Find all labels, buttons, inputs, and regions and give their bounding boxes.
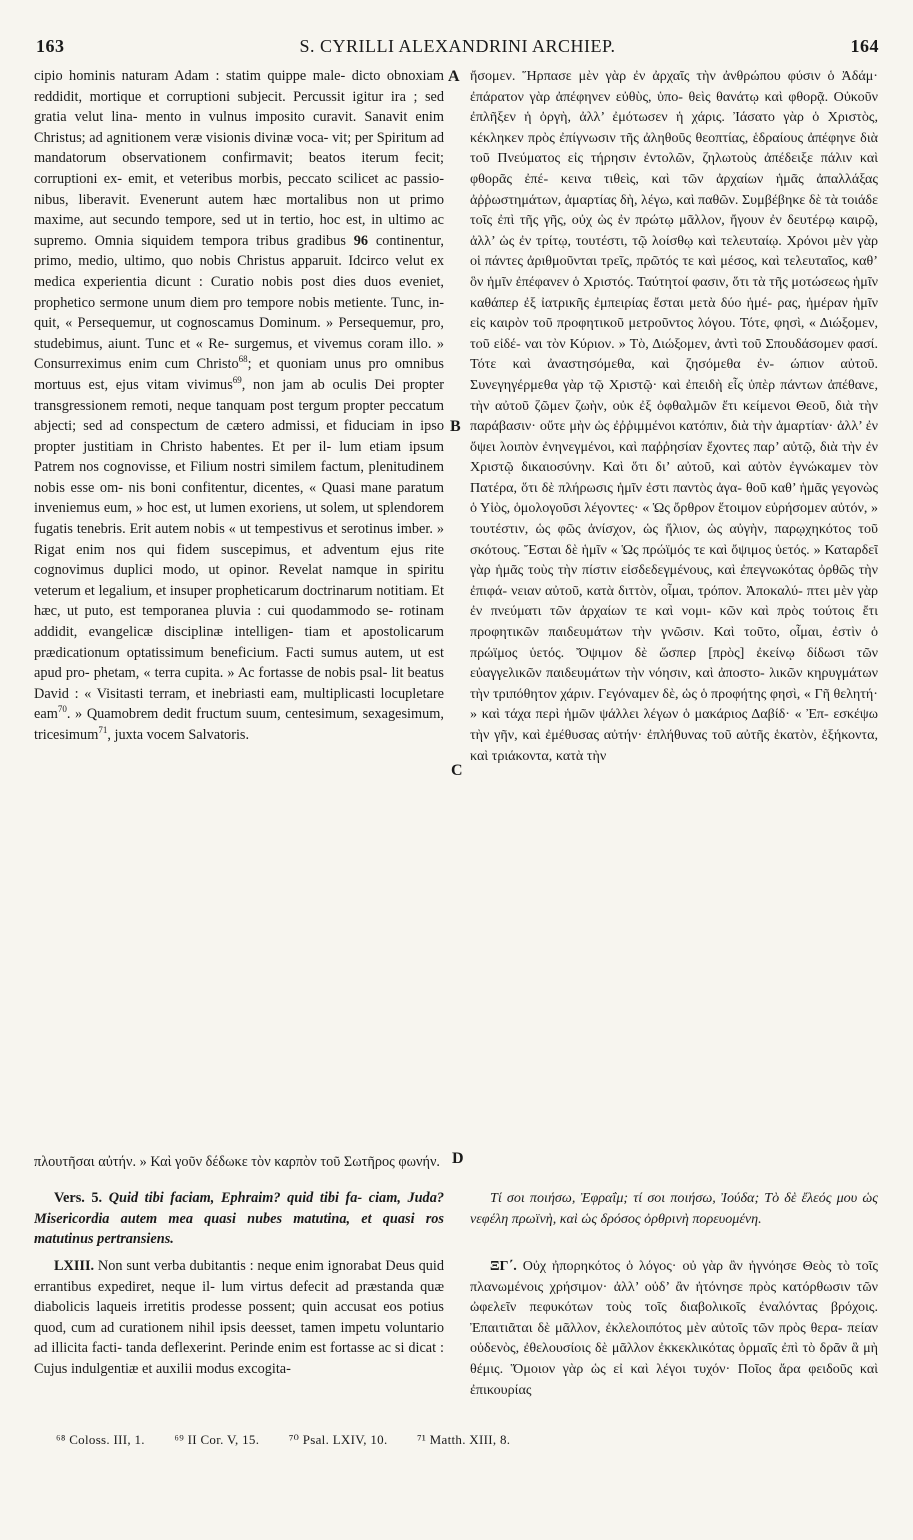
greek-overflow-block (34, 1152, 444, 1173)
margin-marker-b: B (450, 418, 461, 435)
page-number-right: 164 (850, 36, 879, 56)
page-number-left: 163 (36, 36, 65, 56)
footnotes (56, 1432, 879, 1448)
greek-paragraph: ἤσομεν. Ἥρπασε μὲν γὰρ ἐν ἀρχαῖς τὴν ἀνθρώπου φύσιν ὁ Ἀδάμ· ἐπάρατον γὰρ ἀπέφηνεν εὐθὺς, ὑπο- θεὶς θανάτῳ καὶ φθορᾷ. Οὐκοῦν ἐπλῆξεν ἡ ὀργὴ, ἀλλ’ ἐμότωσεν ἡ χάρις. Ἰάσατο γὰρ ὁ Χριστὸς, κέκληκεν πρὸς ἐπίγνωσιν τῆς ἀληθοῦς θεοπτίας, ἑδραίους ἀπέφηνε διὰ τοῦ Πνεύματος εἰς τήρησιν ἐντολῶν, ζηλωτοὺς ἀπέδειξε πάλιν καὶ φθορᾶς ἐπέ- κεινα τιθεὶς, καὶ τῶν ἀρχαίων ἡμᾶς ἀπαλλάξας ἀῤῥωστημάτων, ἁμαρτίας δὴ, λέγω, καὶ παθῶν. Συμβέβηκε δὲ τὰ τοιάδε τοῖς ἐπὶ τῆς γῆς, οὐχ ὡς ἐν πρώτῳ μᾶλλον, ἤγουν ἐν δευτέρῳ καιρῷ, ἀλλ’ ὡς ἐν τρίτῳ, τουτέστι, τῷ λοίσθῳ καὶ τελευταίῳ. Χρόνοι μὲν γὰρ οἱ πάντες ἀριθμοῦνται τρεῖς, πρῶτός τε καὶ μέσος, καὶ τελευταῖος, καθ’ ὃν ἡμῖν ἐπέφανεν ὁ Χριστός. Ταύτητοί φασιν, ὅτι τὰ τῆς μοτώσεως ἡμῖν καθάπερ ἐξ ἰατρικῆς ἐμπειρίας ἔσται μετὰ δύο ἡμέ- ρας, ἡμέραν ἡμῖν εἰς καιρὸν τοῦ προφητικοῦ μετροῦντος λόγου. Τότε, φησὶ, « Διώξομεν, τοῦ εἰδέ- ναι τὸν Κύριον. » Τὸ, Διώξομεν, ἀντὶ τοῦ Σπουδάσομεν φασί. Τότε καὶ ἀναστησόμεθα, καὶ ζησόμεθα ἐν- ώπιον αὐτοῦ. Συνεγηγέρμεθα γὰρ τῷ Χριστῷ· καὶ ἐπειδὴ εἷς ὑπὲρ πάντων ἀπέθανε, τὴν αὐτοῦ ζῶμεν ζωὴν, οὐκ ἐξ ὀφθαλμῶν ἔτι κείμενοι Θεοῦ, διὰ τὴν παράβασιν· οὔτε μὴν ὡς ἐῤῥιμμένοι κατόπιν, διὰ τὴν ἁμαρτίαν· ἀλλ’ ἐν ὄψει λοιπὸν ἐνηνεγμένοι, καὶ παῤῥησίαν ἔχοντες παρ’ αὐτῷ, διὰ τὴν ἐν Χριστῷ δικαιοσύνην. Καὶ ὅτι δι’ αὐτοῦ, καὶ αὐτὸν ἐγνώκαμεν τὸν Πατέρα, ὅτι δὲ πλήρωσις ἡμῖν ἐστι παντὸς ἀγα- θοῦ καθ’ ἡμᾶς γεγονὼς ὁ Υἱὸς, ὁμολογοῦσι λέγοντες· « Ὡς ὄρθρον ἕτοιμον εὑρήσομεν αὐτόν, » τουτέστιν, ὡς φῶς ἀνίσχον, ὡς ἥλιον, ὡς αὐγὴν, παρῳχηκότος τοῦ σκότους. Ἔσται δὲ ἡμῖν « Ὡς πρώϊμός τε καὶ ὄψιμος ὑετός. » Καταρδεῖ γὰρ ἡμᾶς τοὺς τὴν πίστιν εἰσδεδεγμένους, καὶ ἐπεγνωκότας ὀρθῶς τὴν ἐπιφά- νειαν αὐτοῦ, κατὰ διττὸν, οἶμαι, τρόπον. Ἀποκαλύ- πτει μὲν γὰρ ἐν πνεύματι τῶν ἀρχαίων τε καὶ νομι- κῶν καὶ πρὸς τούτοις ἔτι προφητικῶν παιδευμάτων τὴν γνῶσιν. Καὶ τοῦτο, οἶμαι, ἐστὶν ὁ πρώϊμος ὑετός. Ὄψιμον δὲ ὥσπερ [πρὸς] ἐκείνῳ δίδωσι τῶν εὐαγγελικῶν παιδευμάτων τὴν νόησιν, καὶ ἀποστο- λικῶν κηρυγμάτων τὴν τριπόθητον χάριν. Γεγόναμεν δὲ, ὡς ὁ προφήτης φησὶ, « Γῆ θελητή· » καὶ τάχα περὶ ἡμῶν ψάλλει λέγων ὁ μακάριος Δαβίδ· « Ἐπ- εσκέψω τὴν γῆν, καὶ ἐμέθυσας αὐτήν· ἐπλήθυνας τοῦ αὐτῆς ἑκατὸν, ἑξήκοντα, καὶ τριάκοντα, κατὰ τὴν (470, 68, 878, 764)
latin-section-block (34, 1256, 444, 1380)
verse-text: Quid tibi faciam, Ephraim? quid tibi fa- ciam, Juda? Misericordia autem mea quasi nubes matutina, et quasi ros matutinus pertransiens. (34, 1190, 444, 1248)
margin-marker-c: C (451, 762, 463, 779)
verse-label: Vers. 5. (54, 1190, 103, 1206)
latin-paragraph (34, 66, 444, 746)
footnote-ref: 68 (238, 354, 248, 365)
greek-section-block (470, 1256, 878, 1400)
footnote: ⁷⁰ Psal. LXIV, 10. (288, 1432, 388, 1447)
latin-text-5: . » Quamobrem dedit fructum suum, centesimum, sexagesimum, tricesimum (34, 706, 444, 743)
latin-text-1: cipio hominis naturam Adam : statim quippe male- dicto obnoxiam reddidit, mortique et corruptioni subjecit. Percussit igitur ira ; sed gratia velut lina- mento in vulnus imposito curavit. Sanavit enim Christus; ad agnitionem veræ visionis divinæ voca- vit; per Spiritum ad mandatorum observationem confirmavit; beatos iterum fecit; corruptioni ex- emit, et veteribus morbis, peccato scilicet ac passio- nibus, liberavit. Evenerunt autem hæc mortalibus non ut primo maxime, aut secundo tempore, sed ut in tertio, hoc est, in ultimo ac supremo. Omnia siquidem tempora tribus gradibus (34, 68, 444, 249)
greek-column (470, 66, 878, 1428)
footnote: ⁶⁸ Coloss. III, 1. (56, 1432, 145, 1447)
latin-column (34, 66, 444, 1428)
greek-section-text: Οὐχ ἠπορηκότος ὁ λόγος· οὐ γὰρ ἂν ἠγνόησε Θεὸς τὸ τοῖς πλανωμένοις χρήσιμον· ἀλλ’ οὐδ’ ἂν ἠτόνησε πρὸς κατόρθωσιν τῶν ὠφελεῖν πεφυκότων τοὺς τοῖς διαβολικοῖς ἐναλόντας βρόχοις. Ἐπαιτιᾶται δὲ μᾶλλον, ἐκλελοιπότος μὲν αὐτοῖς τῶν πρὸς θερα- πείαν οὐδενὸς, ἐθελουσίοις δὲ μᾶλλον ἐκκεκλικότας ὁρμαῖς ἐπὶ τὸ δρᾶν ἃ μὴ θέμις. Ὅμοιον γὰρ ὡς εἰ καὶ λέγοι τυχόν· Ποῖος ἄρα φειδοῦς καὶ ἐπικουρίας (470, 1258, 878, 1398)
greek-overflow-text: πλουτῆσαι αὐτήν. » Καὶ γοῦν δέδωκε τὸν καρπὸν τοῦ Σωτῆρος φωνήν. (34, 1154, 441, 1170)
section-text: Non sunt verba dubitantis : neque enim ignorabat Deus quid errantibus expediret, neque il- lum virtus defecit ad præstanda quæ diabolicis laqueis irretitis prodesse possent; quin accusat eos potius quod, cum ad curationem nihil ipsis deesset, tamen impetu voluntario ad illicita facti- tanda deflexerint. Perinde enim est fortasse ac si dicat : Cujus indulgentiæ et auxilii modus excogita- (34, 1258, 444, 1377)
latin-text-6: , juxta vocem Salvatoris. (107, 727, 250, 743)
footnote-ref: 69 (232, 375, 242, 386)
latin-text-4: , non jam ab oculis Dei propter transgressionem remoti, neque tanquam post tergum propter peccatum abjecti; sed ad conspectum de cætero admissi, et fiduciam in ipso propter justitiam in Christo habentes. Et per il- lum etiam ipsum Patrem nos cognovisse, et Filium nostri similem factum, plenitudinem nobis esse om- nis boni confitentur, dicentes, « Quasi mane paratum inveniemus eum, » hoc est, ut lumen exoriens, ut solem, ut splendorem fugatis tenebris. Erit autem nobis « ut tempestivus et serotinus imber. » Rigat enim nos qui fidem suscepimus, et adventum ejus rite cognovimus duplici modo, ut opinor. Revelat namque in spiritu veterum et legalium, et insuper propheticarum doctrinarum notitiam. Et hæc, ut puto, est temporanea pluvia : cui quodammodo se- rotinam addidit, evangelicæ disciplinæ intelligen- tiam et apostolicarum prædicationum optatissimum beneficium. Facti sumus autem, ut est apud pro- phetam, « terra cupita. » Ac fortasse de nobis psal- lit beatus David : « Visitasti terram, et inebriasti eam, multiplicasti locupletare eam (34, 376, 444, 723)
footnote-ref: 71 (98, 725, 108, 736)
margin-marker-d: D (452, 1150, 464, 1167)
latin-verse-block (34, 1188, 444, 1250)
greek-verse-text: Τί σοι ποιήσω, Ἐφραΐμ; τί σοι ποιήσω, Ἰούδα; Τὸ δὲ ἔλεός μου ὡς νεφέλη πρωϊνὴ, καὶ ὡς δρόσος ὀρθρινὴ πορευομένη. (470, 1190, 878, 1227)
running-header (36, 34, 879, 64)
section-label: LXIII. (54, 1258, 95, 1274)
latin-text-2: continentur, primo, medio, ultimo, quo nobis Christus apparuit. Idcirco velut ex medica experientia dicunt : Curatio nobis post dies duos eveniet, prophetico sermone unum diem pro tempore nobis metiente. Tunc, in- quit, « Persequemur, ut cognoscamus Dominum. » Persequemur, pro, studebimus, aiunt. Tunc et « Re- surgemus, et vivemus coram illo. » Consurreximus enim cum Christo (34, 232, 444, 373)
page-ref-number: 96 (353, 232, 369, 249)
greek-section-label: ΞΓ΄. (490, 1258, 517, 1274)
margin-marker-a: A (448, 68, 460, 85)
footnote: ⁷¹ Matth. XIII, 8. (417, 1432, 511, 1447)
greek-verse-block (470, 1188, 878, 1229)
footnote-ref: 70 (57, 704, 67, 715)
latin-text-3: ; et quoniam unus pro omnibus mortuus est, ejus vitam vivimus (34, 356, 444, 393)
footnote: ⁶⁹ II Cor. V, 15. (174, 1432, 260, 1447)
page-title: S. CYRILLI ALEXANDRINI ARCHIEP. (299, 36, 616, 56)
